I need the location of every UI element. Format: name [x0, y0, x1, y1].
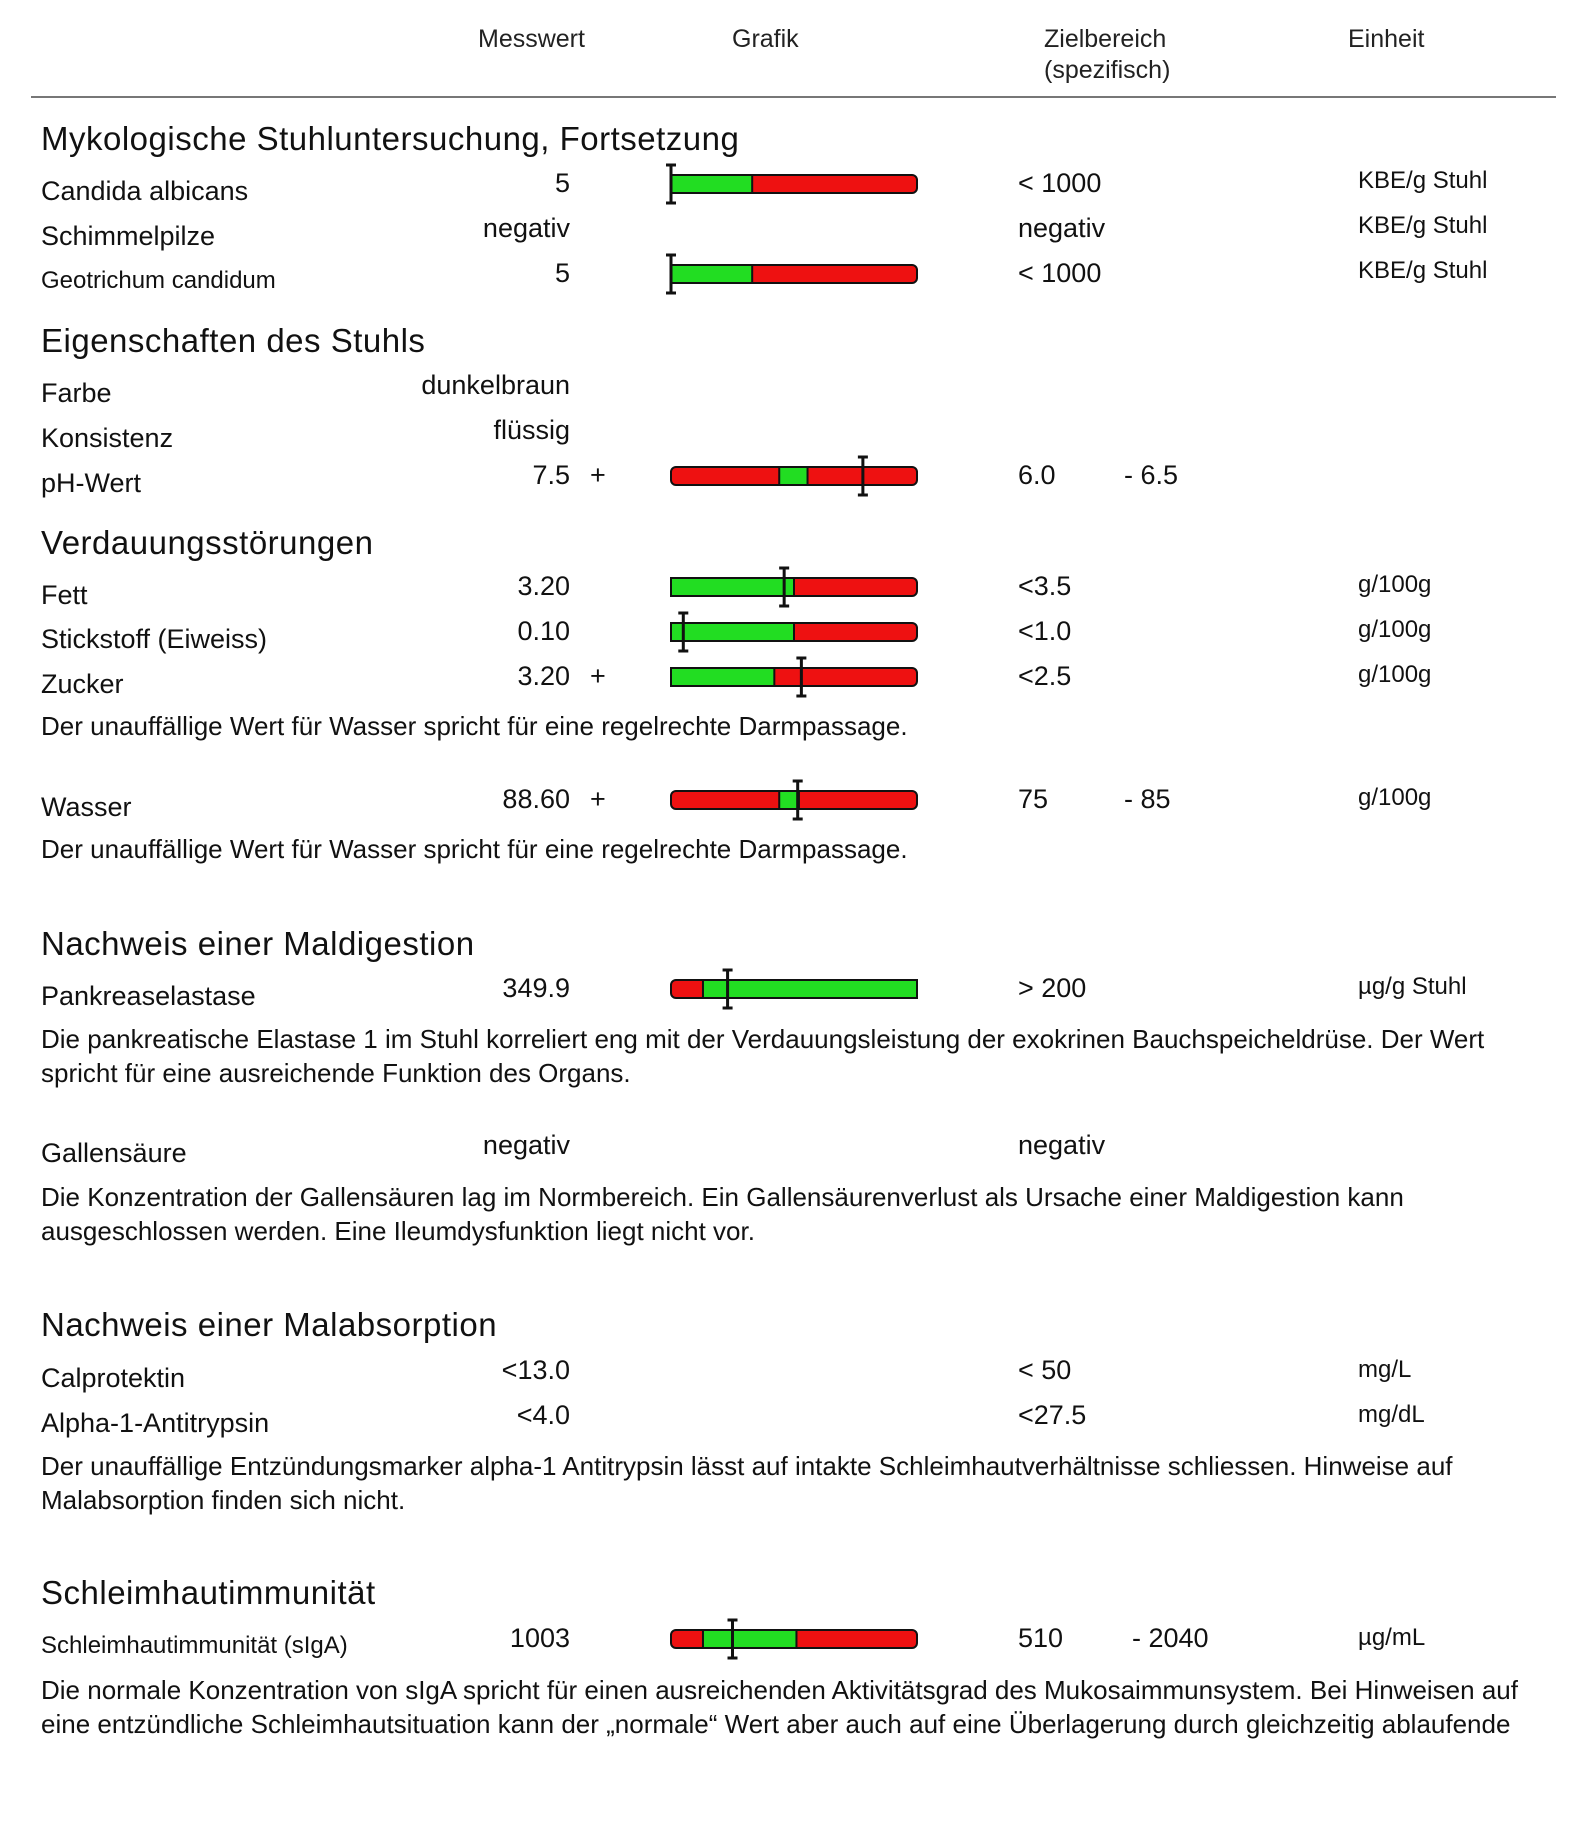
- row-flag-zucker: +: [590, 661, 606, 691]
- row-unit-geotrichum: KBE/g Stuhl: [1358, 257, 1488, 284]
- range-bar-candida: [670, 173, 918, 195]
- row-unit-zucker: g/100g: [1358, 661, 1432, 688]
- range-bar-svg-ph: [670, 465, 918, 487]
- range-bar-normal-range: [671, 578, 794, 596]
- row-label-zucker: Zucker: [41, 669, 124, 699]
- row-unit-schimmelpilze: KBE/g Stuhl: [1358, 212, 1488, 239]
- row-label-wasser: Wasser: [41, 792, 132, 822]
- row-value-candida: 5: [554, 168, 570, 198]
- row-label-ph: pH-Wert: [41, 468, 142, 498]
- row-unit-siga: µg/mL: [1358, 1624, 1426, 1651]
- range-bar-normal-range: [703, 1630, 796, 1648]
- row-target-stickstoff: <1.0: [1018, 616, 1072, 646]
- row-target-schimmelpilze: negativ: [1018, 213, 1106, 243]
- section-title-verdauung: Verdauungsstörungen: [41, 524, 374, 561]
- comment-verdauung-2: Der unauffällige Wert für Wasser spricht für eine regelrechte Darmpassage.: [41, 834, 908, 864]
- range-bar-svg-fett: [670, 576, 918, 598]
- range-bar-normal-range: [671, 623, 794, 641]
- row-label-farbe: Farbe: [41, 378, 112, 408]
- section-title-maldigestion: Nachweis einer Maldigestion: [41, 925, 475, 962]
- range-bar-svg-zucker: [670, 666, 918, 688]
- comment-verdauung-1: Der unauffällige Wert für Wasser spricht für eine regelrechte Darmpassage.: [41, 711, 908, 741]
- row-unit-wasser: g/100g: [1358, 784, 1432, 811]
- row-value-pankreaselastase: 349.9: [502, 973, 570, 1003]
- range-bar-svg-siga: [670, 1628, 918, 1650]
- row-label-fett: Fett: [41, 580, 88, 610]
- row-flag-wasser: +: [590, 784, 606, 814]
- row-unit-fett: g/100g: [1358, 571, 1432, 598]
- comment-malabsorption: Der unauffällige Entzündungsmarker alpha-1 Antitrypsin lässt auf intakte Schleimhautverhältnisse schliessen. Hinweise auf Malabsorption finden sich nicht.: [41, 1451, 1453, 1515]
- row-target-hi-siga: - 2040: [1132, 1623, 1209, 1653]
- row-target-calprotektin: < 50: [1018, 1355, 1072, 1385]
- range-bar-siga: [670, 1628, 918, 1650]
- row-target-candida: < 1000: [1018, 168, 1102, 198]
- range-bar-normal-range: [703, 980, 917, 998]
- range-bar-zucker: [670, 666, 918, 688]
- column-header-zielbereich: Zielbereich: [1044, 25, 1167, 53]
- row-value-zucker: 3.20: [517, 661, 570, 691]
- row-unit-alpha1: mg/dL: [1358, 1401, 1425, 1428]
- column-header-zielbereich-sub: (spezifisch): [1044, 56, 1171, 84]
- range-bar-svg-wasser: [670, 789, 918, 811]
- range-bar-normal-range: [671, 668, 774, 686]
- column-header-grafik: Grafik: [732, 25, 799, 53]
- row-value-wasser: 88.60: [502, 784, 570, 814]
- row-label-stickstoff: Stickstoff (Eiweiss): [41, 624, 268, 654]
- range-bar-ph: [670, 465, 918, 487]
- row-target-pankreaselastase: > 200: [1018, 973, 1087, 1003]
- row-value-konsistenz: flüssig: [493, 415, 570, 445]
- row-target-hi-ph: - 6.5: [1124, 460, 1179, 490]
- section-title-mykologie: Mykologische Stuhluntersuchung, Fortsetzung: [41, 120, 740, 157]
- row-value-farbe: dunkelbraun: [421, 370, 570, 400]
- row-target-fett: <3.5: [1018, 571, 1072, 601]
- row-target-ph: 6.0: [1018, 460, 1056, 490]
- row-value-gallensaeure: negativ: [482, 1130, 570, 1160]
- range-bar-wasser: [670, 789, 918, 811]
- header-divider: [31, 96, 1556, 98]
- row-label-calprotektin: Calprotektin: [41, 1363, 186, 1393]
- row-flag-ph: +: [590, 460, 606, 490]
- row-label-geotrichum: Geotrichum candidum: [41, 267, 276, 294]
- row-label-pankreaselastase: Pankreaselastase: [41, 981, 256, 1011]
- comment-immunitaet: Die normale Konzentration von sIgA spricht für einen ausreichenden Aktivitätsgrad des Mukosaimmunsystem. Bei Hinweisen auf eine entzündliche Schleimhautsituation kann der „normale“ Wert aber auch auf eine Überlagerung durch gleichzeitig ablaufende: [41, 1675, 1518, 1739]
- row-value-calprotektin: <13.0: [501, 1355, 570, 1385]
- section-title-malabsorption: Nachweis einer Malabsorption: [41, 1306, 498, 1343]
- row-value-schimmelpilze: negativ: [482, 213, 570, 243]
- row-unit-stickstoff: g/100g: [1358, 616, 1432, 643]
- section-title-eigenschaften: Eigenschaften des Stuhls: [41, 322, 426, 359]
- row-target-alpha1: <27.5: [1018, 1400, 1087, 1430]
- row-value-geotrichum: 5: [554, 258, 570, 288]
- range-bar-fett: [670, 576, 918, 598]
- row-target-siga: 510: [1018, 1623, 1064, 1653]
- row-target-hi-wasser: - 85: [1124, 784, 1171, 814]
- row-value-fett: 3.20: [517, 571, 570, 601]
- section-title-immunitaet: Schleimhautimmunität: [41, 1574, 376, 1611]
- range-bar-normal-range: [671, 175, 752, 193]
- range-bar-normal-range: [779, 467, 807, 485]
- row-value-alpha1: <4.0: [516, 1400, 570, 1430]
- row-target-geotrichum: < 1000: [1018, 258, 1102, 288]
- column-header-einheit: Einheit: [1348, 25, 1425, 53]
- range-bar-normal-range: [671, 265, 752, 283]
- comment-maldigestion-1: Die pankreatische Elastase 1 im Stuhl korreliert eng mit der Verdauungsleistung der exokrinen Bauchspeicheldrüse. Der Wert spricht für eine ausreichende Funktion des Organs.: [41, 1024, 1485, 1088]
- row-label-siga: Schleimhautimmunität (sIgA): [41, 1632, 348, 1659]
- range-bar-geotrichum: [670, 263, 918, 285]
- range-bar-svg-pankreas: [670, 978, 918, 1000]
- row-label-konsistenz: Konsistenz: [41, 423, 174, 453]
- row-target-gallensaeure: negativ: [1018, 1130, 1106, 1160]
- row-label-alpha1: Alpha-1-Antitrypsin: [41, 1408, 270, 1438]
- column-header-messwert: Messwert: [478, 25, 585, 53]
- range-bar-svg-geotrichum: [670, 263, 918, 285]
- row-target-zucker: <2.5: [1018, 661, 1072, 691]
- row-label-schimmelpilze: Schimmelpilze: [41, 221, 216, 251]
- range-bar-svg-candida: [670, 173, 918, 195]
- row-label-gallensaeure: Gallensäure: [41, 1138, 187, 1168]
- range-bar-svg-stickstoff: [670, 621, 918, 643]
- row-value-ph: 7.5: [532, 460, 570, 490]
- row-unit-candida: KBE/g Stuhl: [1358, 167, 1488, 194]
- row-unit-pankreaselastase: µg/g Stuhl: [1358, 973, 1467, 1000]
- range-bar-pankreaselastase: [670, 978, 918, 1000]
- range-bar-stickstoff: [670, 621, 918, 643]
- comment-maldigestion-2: Die Konzentration der Gallensäuren lag im Normbereich. Ein Gallensäurenverlust als Ursache einer Maldigestion kann ausgeschlossen werden. Eine Ileumdysfunktion liegt nicht vor.: [41, 1182, 1404, 1246]
- row-value-siga: 1003: [509, 1623, 570, 1653]
- row-target-wasser: 75: [1018, 784, 1049, 814]
- row-unit-calprotektin: mg/L: [1358, 1356, 1412, 1383]
- row-label-candida: Candida albicans: [41, 176, 249, 206]
- row-value-stickstoff: 0.10: [517, 616, 570, 646]
- range-bar-normal-range: [779, 791, 799, 809]
